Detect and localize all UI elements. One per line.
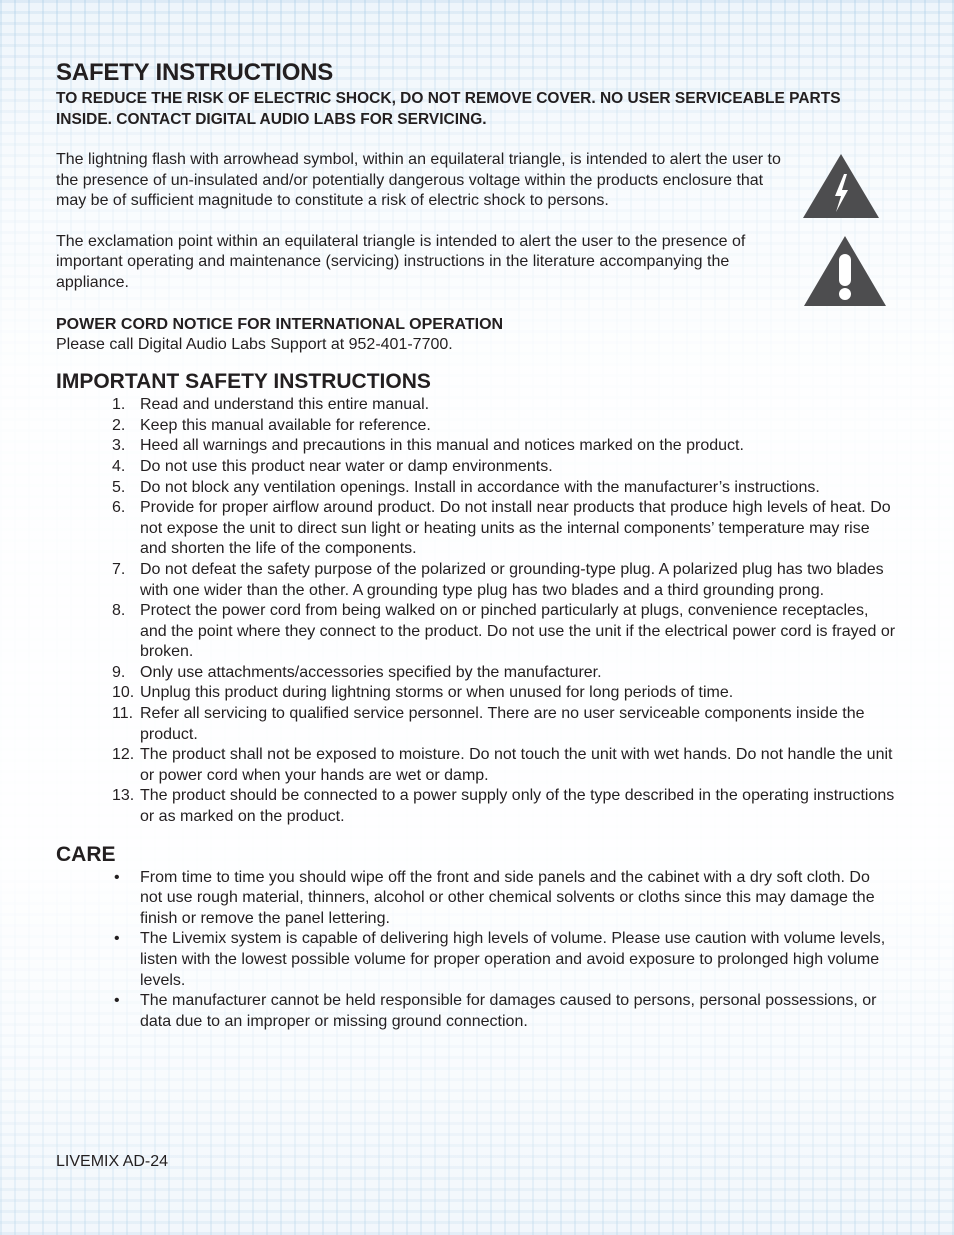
item-number: 5.: [112, 478, 126, 496]
lightning-symbol-section: [56, 150, 896, 212]
safety-page: [56, 58, 896, 1032]
item-text: Provide for proper airflow around product. Do not install near products that produce high levels of heat. Do not expose the unit to direct sun light or heating units as the internal components’ temperature may rise and shorten the life of the components.: [140, 499, 891, 558]
item-number: 1.: [112, 396, 126, 414]
item-number: 10.: [112, 684, 135, 702]
list-item: [56, 560, 896, 601]
care-list: [56, 868, 896, 1033]
list-item: [56, 416, 896, 437]
item-number: 9.: [112, 663, 126, 681]
exclamation-warning-icon: [802, 234, 888, 308]
page-title: SAFETY INSTRUCTIONS: [56, 59, 334, 86]
item-text: Refer all servicing to qualified service personnel. There are no user serviceable components inside the product.: [140, 705, 865, 743]
shock-warning: TO REDUCE THE RISK OF ELECTRIC SHOCK, DO NOT REMOVE COVER. NO USER SERVICEABLE PARTS INSIDE. CONTACT DIGITAL AUDIO LABS FOR SERVICING.: [56, 90, 841, 128]
list-item: [56, 436, 896, 457]
item-number: 4.: [112, 457, 126, 475]
item-text: The Livemix system is capable of delivering high levels of volume. Please use caution with volume levels, listen with the lowest possible volume for proper operation and avoid exposure to prolonged high volume levels.: [140, 930, 886, 989]
list-item: [56, 704, 896, 745]
list-item: [56, 498, 896, 560]
exclamation-symbol-section: [56, 232, 896, 294]
list-item: [56, 868, 896, 930]
item-text: Read and understand this entire manual.: [140, 396, 430, 414]
page-footer: LIVEMIX AD-24: [56, 1153, 169, 1170]
item-text: Do not use this product near water or damp environments.: [140, 457, 553, 475]
list-item: [56, 683, 896, 704]
item-number: 3.: [112, 437, 126, 455]
item-text: Unplug this product during lightning storms or when unused for long periods of time.: [140, 684, 734, 702]
list-item: [56, 991, 896, 1032]
lightning-warning-icon: [801, 152, 881, 220]
list-item: [56, 457, 896, 478]
list-item: [56, 601, 896, 663]
safety-instructions-list: [56, 395, 896, 827]
item-number: 13.: [112, 787, 135, 805]
item-text: Keep this manual available for reference.: [140, 416, 431, 434]
item-number: 8.: [112, 602, 126, 620]
important-safety-heading: IMPORTANT SAFETY INSTRUCTIONS: [56, 370, 431, 394]
list-item: [56, 929, 896, 991]
item-text: The manufacturer cannot be held responsible for damages caused to persons, personal possessions, or data due to an improper or missing ground connection.: [140, 992, 877, 1030]
list-item: [56, 663, 896, 684]
bullet-icon: •: [114, 992, 120, 1010]
item-text: The product should be connected to a power supply only of the type described in the operating instructions or as marked on the product.: [140, 787, 895, 826]
bullet-icon: •: [114, 868, 120, 886]
list-item: [56, 478, 896, 499]
power-cord-text: Please call Digital Audio Labs Support at 952-401-7700.: [56, 335, 453, 353]
item-number: 11.: [112, 705, 134, 723]
item-number: 12.: [112, 746, 135, 764]
exclamation-symbol-text: The exclamation point within an equilateral triangle is intended to alert the user to the presence of important operating and maintenance (servicing) instructions in the literature accompanying the appliance.: [56, 232, 746, 291]
item-number: 6.: [112, 499, 126, 517]
lightning-symbol-text: The lightning flash with arrowhead symbol, within an equilateral triangle, is intended to alert the user to the presence of un-insulated and/or potentially dangerous voltage within the products enclosure that may be of sufficient magnitude to constitute a risk of electric shock to persons.: [56, 151, 781, 210]
care-heading: CARE: [56, 842, 116, 866]
item-text: Only use attachments/accessories specified by the manufacturer.: [140, 663, 602, 681]
item-text: The product shall not be exposed to moisture. Do not touch the unit with wet hands. Do not handle the unit or power cord when your hands are wet or damp.: [140, 746, 893, 784]
power-cord-heading: POWER CORD NOTICE FOR INTERNATIONAL OPERATION: [56, 315, 504, 333]
item-number: 2.: [112, 416, 126, 434]
item-text: From time to time you should wipe off the front and side panels and the cabinet with a dry soft cloth. Do not use rough material, thinners, alcohol or other chemical solvents or cloths since this may damage the finish or remove the panel lettering.: [140, 868, 875, 927]
item-text: Do not block any ventilation openings. Install in accordance with the manufacturer’s instructions.: [140, 478, 820, 496]
bullet-icon: •: [114, 930, 120, 948]
list-item: [56, 395, 896, 416]
item-text: Protect the power cord from being walked on or pinched particularly at plugs, convenience receptacles, and the point where they connect to the product. Do not use the unit if the electrical power cord is frayed or broken.: [140, 602, 896, 661]
item-number: 7.: [112, 560, 126, 578]
list-item: [56, 786, 896, 827]
list-item: [56, 745, 896, 786]
item-text: Heed all warnings and precautions in this manual and notices marked on the product.: [140, 437, 744, 455]
item-text: Do not defeat the safety purpose of the polarized or grounding-type plug. A polarized plug has two blades with one wider than the other. A grounding type plug has two blades and a third grounding prong.: [140, 560, 884, 599]
